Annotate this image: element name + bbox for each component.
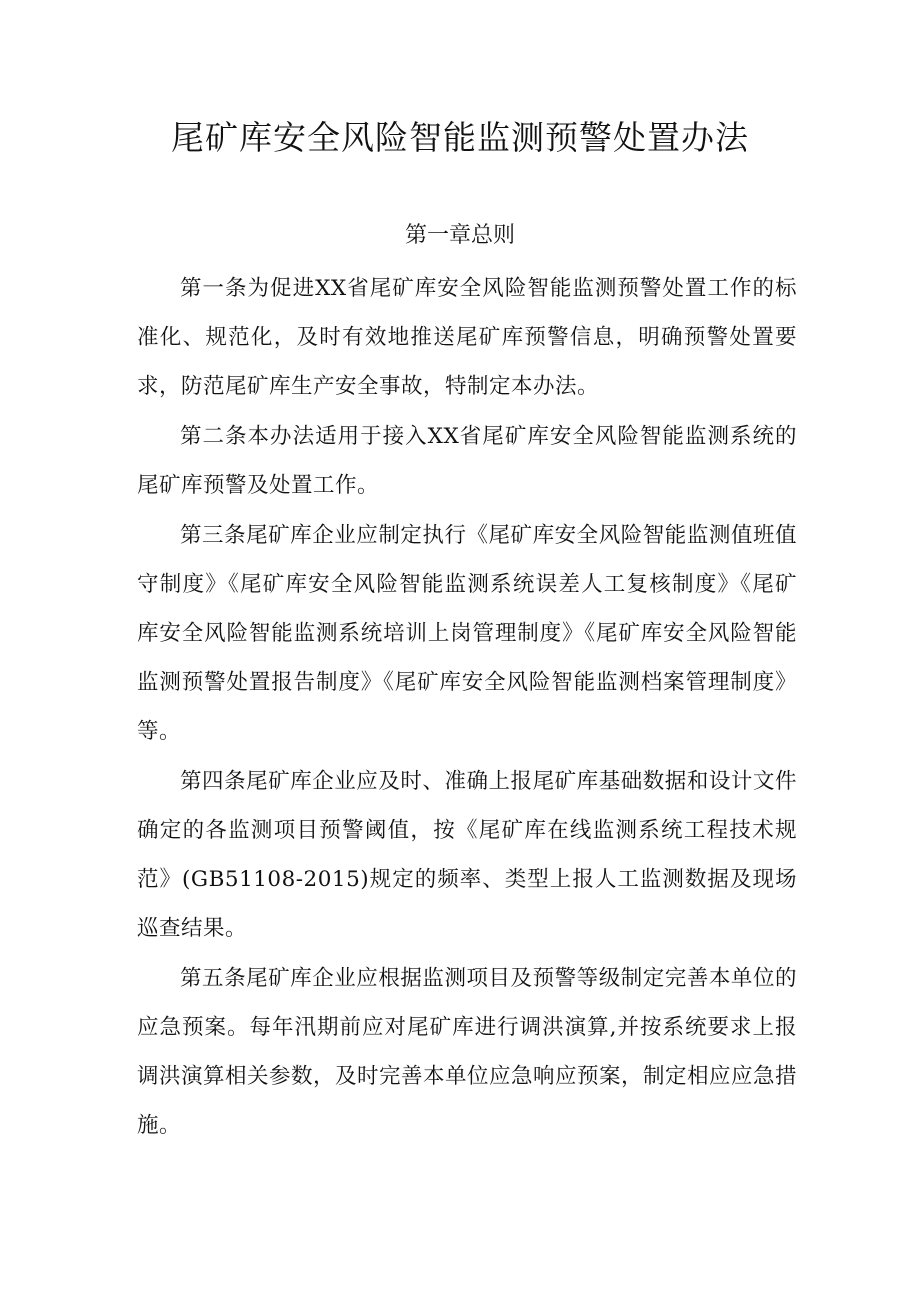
chapter-heading: 第一章总则	[404, 223, 515, 248]
document-body	[137, 264, 797, 1151]
article-1: 第一条为促进XX省尾矿库安全风险智能监测预警处置工作的标准化、规范化，及时有效地推送尾矿库预警信息，明确预警处置要求，防范尾矿库生产安全事故，特制定本办法。	[137, 276, 797, 399]
article-4: 第四条尾矿库企业应及时、准确上报尾矿库基础数据和设计文件确定的各监测项目预警阈值，按《尾矿库在线监测系统工程技术规范》(GB51108-2015)规定的频率、类型上报人工监测数据及现场巡查结果。	[137, 769, 797, 941]
article-5: 第五条尾矿库企业应根据监测项目及预警等级制定完善本单位的应急预案。每年汛期前应对尾矿库进行调洪演算,并按系统要求上报调洪演算相关参数，及时完善本单位应急响应预案，制定相应应急措施。	[137, 966, 798, 1138]
article-3: 第三条尾矿库企业应制定执行《尾矿库安全风险智能监测值班值守制度》《尾矿库安全风险智能监测系统误差人工复核制度》《尾矿库安全风险智能监测系统培训上岗管理制度》《尾矿库安全风险智能监测预警处置报告制度》《尾矿库安全风险智能监测档案管理制度》等。	[137, 523, 797, 744]
document-title: 尾矿库安全风险智能监测预警处置办法	[171, 118, 749, 157]
article-2: 第二条本办法适用于接入XX省尾矿库安全风险智能监测系统的尾矿库预警及处置工作。	[137, 424, 797, 498]
